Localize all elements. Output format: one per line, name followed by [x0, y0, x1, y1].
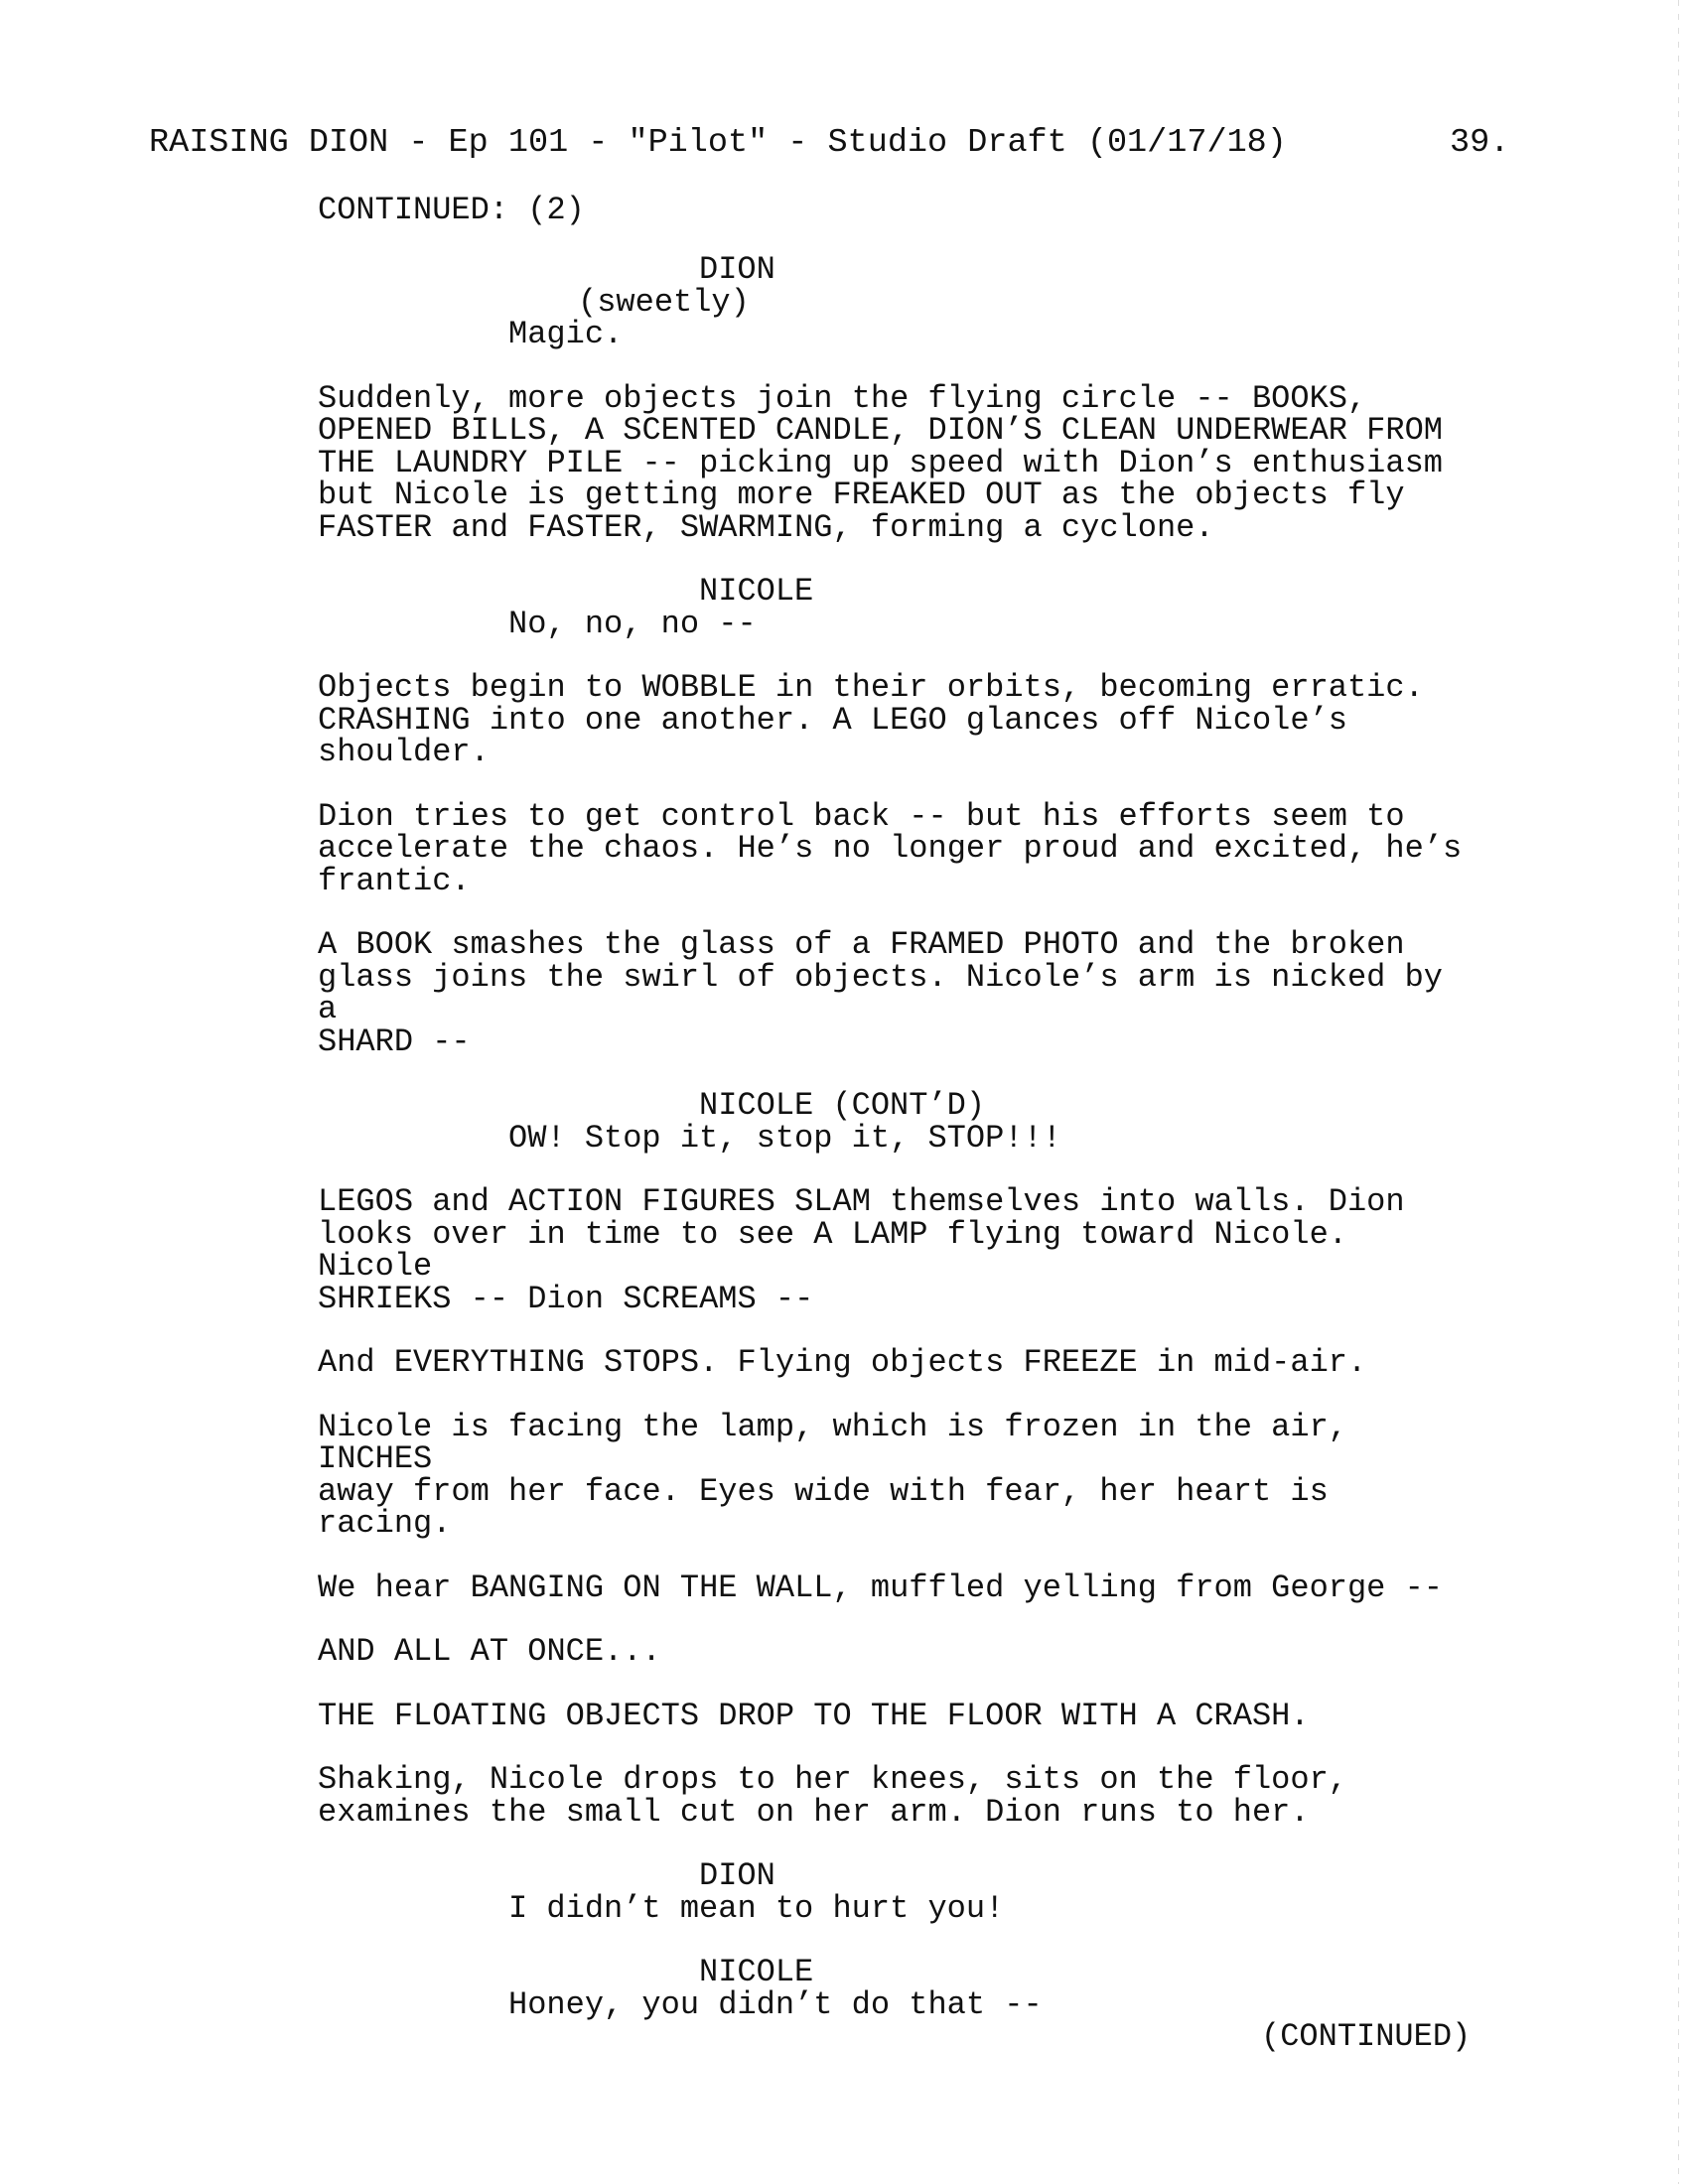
action-line: We hear BANGING ON THE WALL, muffled yelling from George -- — [318, 1569, 1443, 1606]
dialogue: Honey, you didn’t do that -- — [508, 1985, 1043, 2023]
continued-marker-top: CONTINUED: (2) — [318, 192, 585, 228]
continued-marker-bottom: (CONTINUED) — [1261, 2018, 1472, 2055]
dialogue: Magic. — [508, 316, 624, 352]
character-cue: DION — [699, 251, 775, 288]
action-line: And EVERYTHING STOPS. Flying objects FREEZE in mid-air. — [318, 1344, 1367, 1381]
character-cue: DION — [699, 1857, 775, 1894]
action-line: Suddenly, more objects join the flying circle -- BOOKS, OPENED BILLS, A SCENTED CANDLE, DION’S CLEAN UNDERWEAR FROM THE LAUNDRY PILE -- picking up speed with Dion’s enthusiasm but Nicole is getting more FREAKED OUT as the objects fly FASTER and FASTER, SWARMING, forming a cyclone. — [318, 379, 1443, 546]
action-line: AND ALL AT ONCE... — [318, 1633, 661, 1670]
action-line: Dion tries to get control back -- but his efforts seem to accelerate the chaos. He’s no longer proud and excited, he’s frantic. — [318, 797, 1463, 899]
action-line: THE FLOATING OBJECTS DROP TO THE FLOOR WITH A CRASH. — [318, 1697, 1310, 1734]
action-line: Objects begin to WOBBLE in their orbits, becoming erratic. CRASHING into one another. A LEGO glances off Nicole’s shoulder. — [318, 669, 1424, 770]
character-cue: NICOLE — [699, 1954, 814, 1990]
dialogue: No, no, no -- — [508, 605, 757, 642]
character-cue: NICOLE — [699, 573, 814, 610]
parenthetical: (sweetly) — [578, 283, 750, 321]
character-cue: NICOLE (CONT’D) — [699, 1087, 986, 1124]
action-line: Nicole is facing the lamp, which is frozen in the air, INCHES away from her face. Eyes wide with fear, her heart is racing. — [318, 1408, 1347, 1542]
action-line: Shaking, Nicole drops to her knees, sits on the floor, examines the small cut on her arm. Dion runs to her. — [318, 1761, 1347, 1831]
page-edge-divider — [1678, 0, 1679, 2184]
script-body — [0, 251, 1688, 2053]
action-line: LEGOS and ACTION FIGURES SLAM themselves into walls. Dion looks over in time to see A LAMP flying toward Nicole. Nicole SHRIEKS -- Dion SCREAMS -- — [318, 1183, 1405, 1317]
page-number: 39. — [1450, 124, 1510, 162]
dialogue: OW! Stop it, stop it, STOP!!! — [508, 1119, 1061, 1157]
page-header-title: RAISING DION - Ep 101 - "Pilot" - Studio Draft (01/17/18) — [149, 124, 1287, 162]
action-line: A BOOK smashes the glass of a FRAMED PHOTO and the broken glass joins the swirl of objects. Nicole’s arm is nicked by a SHARD -- — [318, 926, 1443, 1060]
dialogue: I didn’t mean to hurt you! — [508, 1889, 1005, 1927]
